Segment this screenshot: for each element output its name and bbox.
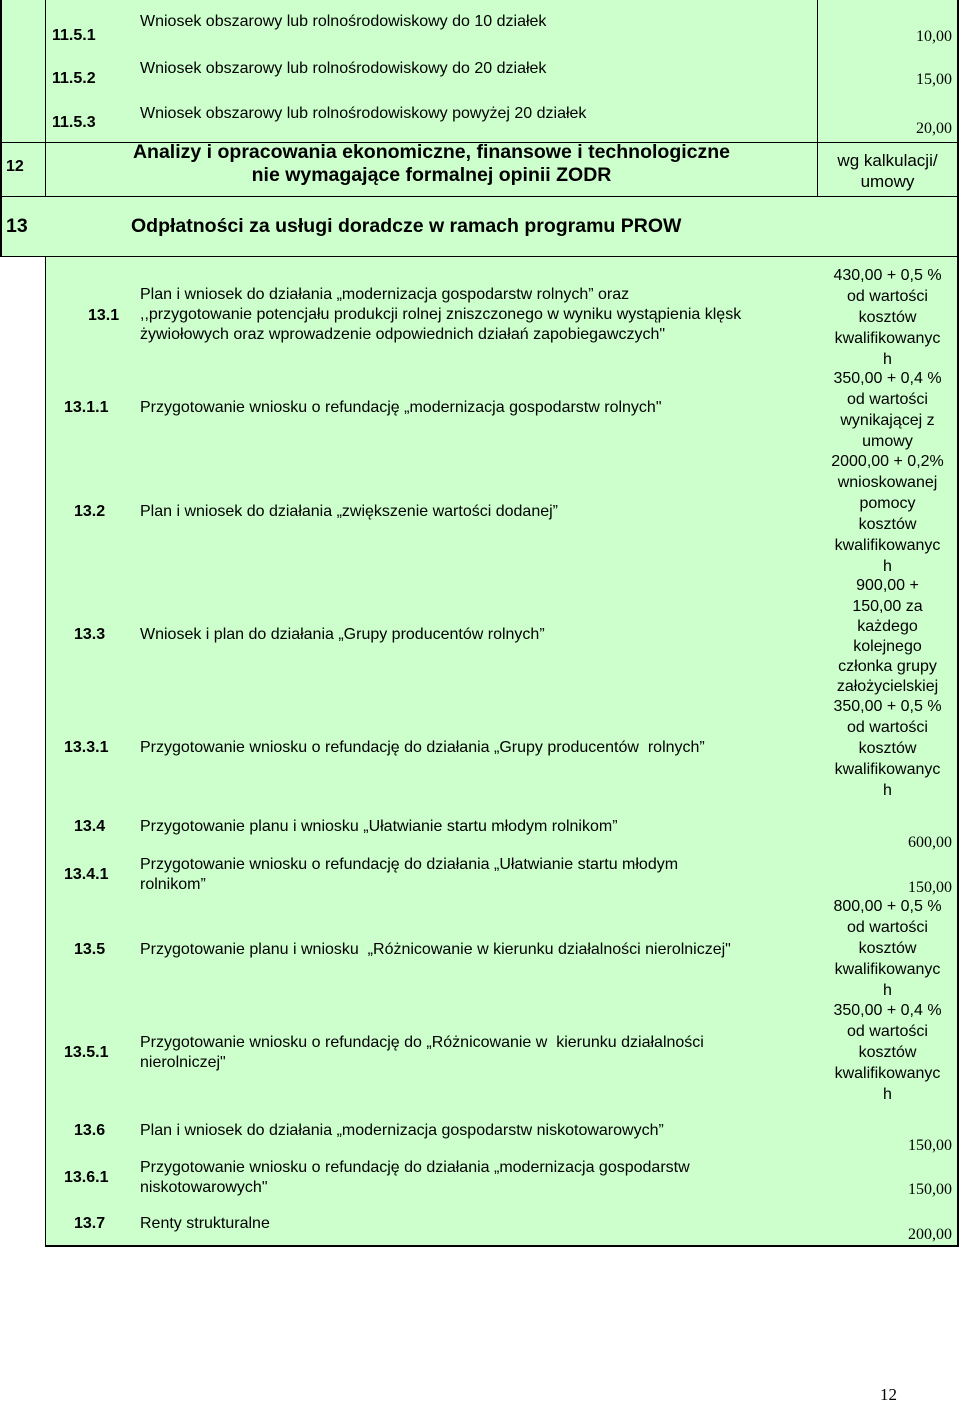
row-description: Przygotowanie wniosku o refundację do działania „Grupy producentów rolnych” [140, 739, 705, 756]
row-price: kwalifikowanyc [834, 761, 941, 778]
row-number: 13.5.1 [64, 1044, 109, 1061]
row-number: 13.1 [88, 307, 120, 324]
table-border [0, 0, 2, 257]
table-border [45, 256, 46, 1246]
row-price: kwalifikowanyc [834, 961, 941, 978]
row-number: 11.5.2 [52, 70, 96, 87]
row-price: 800,00 + 0,5 % [833, 898, 942, 915]
page-number: 12 [880, 1385, 897, 1404]
table-border [957, 0, 959, 1247]
row-price: kosztów [858, 940, 917, 957]
row-price: 150,00 [908, 1137, 952, 1154]
row-description: Plan i wniosek do działania „modernizacja gospodarstw rolnych” oraz [140, 286, 630, 303]
row-number: 13.7 [74, 1215, 106, 1232]
row-description: Renty strukturalne [140, 1215, 270, 1232]
row-number: 13.4.1 [64, 866, 109, 883]
row-number: 13.3.1 [64, 739, 109, 756]
row-price: od wartości [847, 288, 928, 305]
row-price: 2000,00 + 0,2% [831, 453, 944, 470]
row-description: Przygotowanie wniosku o refundację do „Różnicowanie w kierunku działalności [140, 1034, 704, 1051]
row-description: ,,przygotowanie potencjału produkcji rolnej zniszczonego w wyniku wystąpienia klęsk [140, 306, 742, 323]
row-price: 20,00 [916, 120, 952, 137]
row-price: 10,00 [916, 28, 952, 45]
section-number: 13 [6, 215, 28, 237]
row-number: 13.3 [74, 626, 106, 643]
row-description: Przygotowanie planu i wniosku „Różnicowanie w kierunku działalności nierolniczej" [140, 941, 731, 958]
row-price: 350,00 + 0,4 % [833, 370, 942, 387]
row-price: wnioskowanej [837, 474, 938, 491]
row-price: od wartości [847, 1023, 928, 1040]
row-description: Wniosek i plan do działania „Grupy producentów rolnych” [140, 626, 545, 643]
row-price: od wartości [847, 919, 928, 936]
row-price: 600,00 [908, 834, 952, 851]
row-price: 430,00 + 0,5 % [833, 267, 942, 284]
row-description: Przygotowanie wniosku o refundację do działania „Ułatwianie startu młodym [140, 856, 679, 873]
row-price: h [883, 1086, 892, 1103]
row-price: h [883, 558, 892, 575]
row-price: h [883, 982, 892, 999]
row-price: 900,00 + [856, 577, 919, 594]
row-price: kwalifikowanyc [834, 537, 941, 554]
row-price: 150,00 za [852, 598, 923, 615]
row-number: 13.5 [74, 941, 106, 958]
row-price: kolejnego [853, 638, 922, 655]
row-description: Plan i wniosek do działania „modernizacja gospodarstw niskotowarowych” [140, 1122, 664, 1139]
section-number: 12 [6, 158, 24, 175]
table-border [0, 256, 958, 257]
row-number: 11.5.1 [52, 27, 96, 44]
row-description: Wniosek obszarowy lub rolnośrodowiskowy do 20 działek [140, 60, 547, 77]
row-number: 13.1.1 [64, 399, 109, 416]
row-price: 350,00 + 0,4 % [833, 1002, 942, 1019]
row-price: członka grupy [838, 658, 937, 675]
row-description: rolnikom” [140, 876, 206, 893]
row-number: 13.2 [74, 503, 106, 520]
row-number: 13.6.1 [64, 1169, 109, 1186]
row-price: 150,00 [908, 879, 952, 896]
row-price: kosztów [858, 516, 917, 533]
row-number: 11.5.3 [52, 114, 96, 131]
section-price: umowy [860, 172, 915, 191]
row-price: kosztów [858, 309, 917, 326]
table-border [0, 196, 958, 197]
row-number: 13.6 [74, 1122, 106, 1139]
row-description: Przygotowanie wniosku o refundację „modernizacja gospodarstw rolnych" [140, 399, 662, 416]
row-price: 150,00 [908, 1181, 952, 1198]
row-description: Przygotowanie wniosku o refundację do działania „modernizacja gospodarstw [140, 1159, 690, 1176]
table-border [45, 1245, 958, 1247]
row-price: od wartości [847, 719, 928, 736]
row-price: 15,00 [916, 71, 952, 88]
row-description: Przygotowanie planu i wniosku „Ułatwianie startu młodym rolnikom” [140, 818, 618, 835]
section-title: Analizy i opracowania ekonomiczne, finansowe i technologiczne [132, 141, 731, 163]
section-title: nie wymagające formalnej opinii ZODR [251, 164, 612, 186]
row-price: kwalifikowanyc [834, 330, 941, 347]
row-price: 350,00 + 0,5 % [833, 698, 942, 715]
row-description: żywiołowych oraz wprowadzenie odpowiednich działań zapobiegawczych" [140, 326, 666, 343]
row-price: kosztów [858, 1044, 917, 1061]
row-description: Wniosek obszarowy lub rolnośrodowiskowy powyżej 20 działek [140, 105, 587, 122]
row-description: nierolniczej" [140, 1054, 226, 1071]
row-number: 13.4 [74, 818, 106, 835]
row-price: pomocy [859, 495, 916, 512]
row-price: kosztów [858, 740, 917, 757]
row-price: kwalifikowanyc [834, 1065, 941, 1082]
section-title: Odpłatności za usługi doradcze w ramach programu PROW [131, 215, 682, 237]
section-price: wg kalkulacji/ [837, 151, 938, 170]
row-price: wynikającej z [840, 412, 935, 429]
row-description: Wniosek obszarowy lub rolnośrodowiskowy do 10 działek [140, 13, 547, 30]
row-description: niskotowarowych" [140, 1179, 268, 1196]
row-price: 200,00 [908, 1226, 952, 1243]
row-price: założycielskiej [836, 678, 939, 695]
row-price: od wartości [847, 391, 928, 408]
row-price: h [883, 782, 892, 799]
row-description: Plan i wniosek do działania „zwiększenie wartości dodanej” [140, 503, 558, 520]
row-price: każdego [857, 618, 918, 635]
row-price: h [883, 351, 892, 368]
row-price: umowy [862, 433, 913, 450]
